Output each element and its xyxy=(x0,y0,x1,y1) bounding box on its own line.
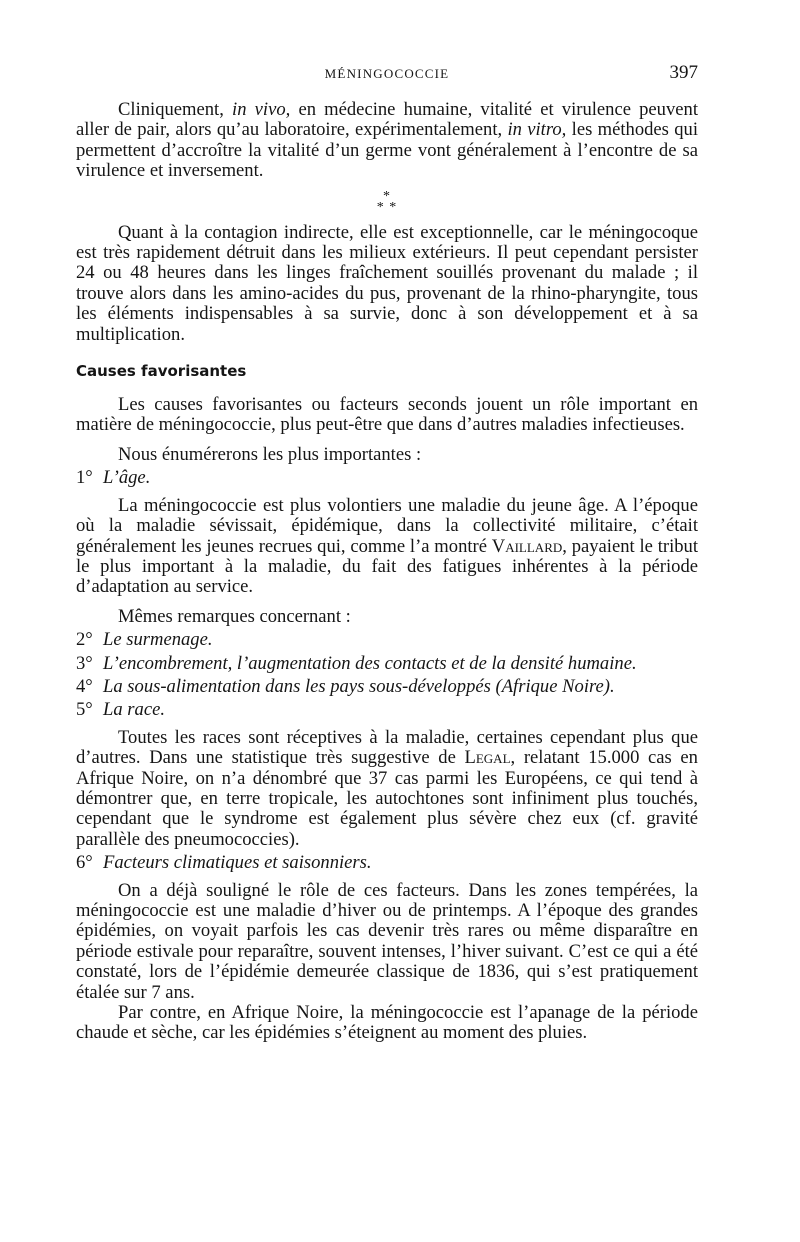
section-heading: Causes favorisantes xyxy=(76,362,247,381)
list-item-number: 4° xyxy=(76,675,93,697)
list-item xyxy=(76,700,698,720)
paragraph-causes-intro: Les causes favorisantes ou facteurs seconds jouent un rôle important en matière de méningococcie, plus peut-être que dans d’autres maladies infectieuses. xyxy=(76,394,698,436)
list-item-number: 5° xyxy=(76,699,93,721)
paragraph-race: Toutes les races sont réceptives à la maladie, certaines cependant plus que d’autres. Dans une statistique très suggestive de Legal, relatant 15.000 cas en Afrique Noire, on n’a dénombré que 37 cas parmi les Européens, ce qui tend à démontrer que, en terre tropicale, les autochtones sont infiniment plus touchés, cependant que le syndrome est également plus sévère chez eux (cf. gravité parallèle des pneumococcies). xyxy=(76,726,698,850)
running-head xyxy=(76,64,698,84)
list-item xyxy=(76,630,698,650)
list-item-number: 1° xyxy=(76,467,93,489)
list-item xyxy=(76,677,698,697)
page-number: 397 xyxy=(669,62,698,83)
paragraph-same-remarks: Mêmes remarques concernant : xyxy=(118,605,351,627)
list-item xyxy=(76,654,698,674)
list-item-label: L’encombrement, l’augmentation des contacts et de la densité humaine. xyxy=(103,652,637,674)
list-item xyxy=(76,468,698,488)
paragraph-enumeration: Nous énumérerons les plus importantes : xyxy=(118,443,422,465)
list-item xyxy=(76,853,698,873)
section-break-asterism: * * * xyxy=(376,188,398,215)
paragraph-indirect-contagion: Quant à la contagion indirecte, elle est exceptionnelle, car le méningocoque est très rapidement détruit dans les milieux extérieurs. Il peut cependant persister 24 ou 48 heures dans les linges fraîchement souillés provenant du malade ; il trouve alors dans les amino-acides du pus, provenant de la rhino-pharyngite, tous les éléments indispensables à sa survie, donc à son développement et à sa multiplication. xyxy=(76,221,698,345)
list-item-label: L’âge. xyxy=(103,467,151,489)
latin-term: in vitro, xyxy=(507,119,567,141)
list-item-label: Facteurs climatiques et saisonniers. xyxy=(103,852,372,874)
author-name: Legal xyxy=(464,747,511,769)
list-item-label: Le surmenage. xyxy=(103,629,213,651)
list-item-number: 6° xyxy=(76,852,93,874)
list-item-label: La race. xyxy=(103,699,165,721)
author-name: Vaillard xyxy=(491,535,563,557)
paragraph-climate: On a déjà souligné le rôle de ces facteurs. Dans les zones tempérées, la méningococcie est une maladie d’hiver ou de printemps. A l’époque des grandes épidémies, on voyait parfois les cas devenir très rares ou même disparaître en période estivale pour reparaître, souvent intenses, l’hiver suivant. C’est ce qui a été constaté, lors de l’épidémie demeurée classique de 1836, qui s’est pratiquement étalée sur 7 ans. xyxy=(76,879,698,1003)
list-item-number: 2° xyxy=(76,629,93,651)
paragraph-age: La méningococcie est plus volontiers une maladie du jeune âge. A l’époque où la maladie sévissait, épidémique, dans la collectivité militaire, c’était généralement les jeunes recrues qui, comme l’a montré Vaillard, payaient le tribut le plus important à la maladie, du fait des fatigues inhérentes à la période d’adaptation au service. xyxy=(76,494,698,598)
list-item-label: La sous-alimentation dans les pays sous-développés (Afrique Noire). xyxy=(103,675,615,697)
paragraph-vitality: Cliniquement, in vivo, en médecine humaine, vitalité et virulence peuvent aller de pair, alors qu’au laboratoire, expérimentalement, in vitro, les méthodes qui permettent d’accroître la vitalité d’un germe vont généralement à l’encontre de sa virulence et inversement. xyxy=(76,99,698,182)
paragraph-africa: Par contre, en Afrique Noire, la méningococcie est l’apanage de la période chaude et sèche, car les épidémies s’éteignent au moment des pluies. xyxy=(76,1002,698,1044)
body-text xyxy=(76,100,698,1044)
running-title: MÉNINGOCOCCIE xyxy=(324,66,450,81)
list-item-number: 3° xyxy=(76,652,93,674)
latin-term: in vivo, xyxy=(232,99,291,120)
